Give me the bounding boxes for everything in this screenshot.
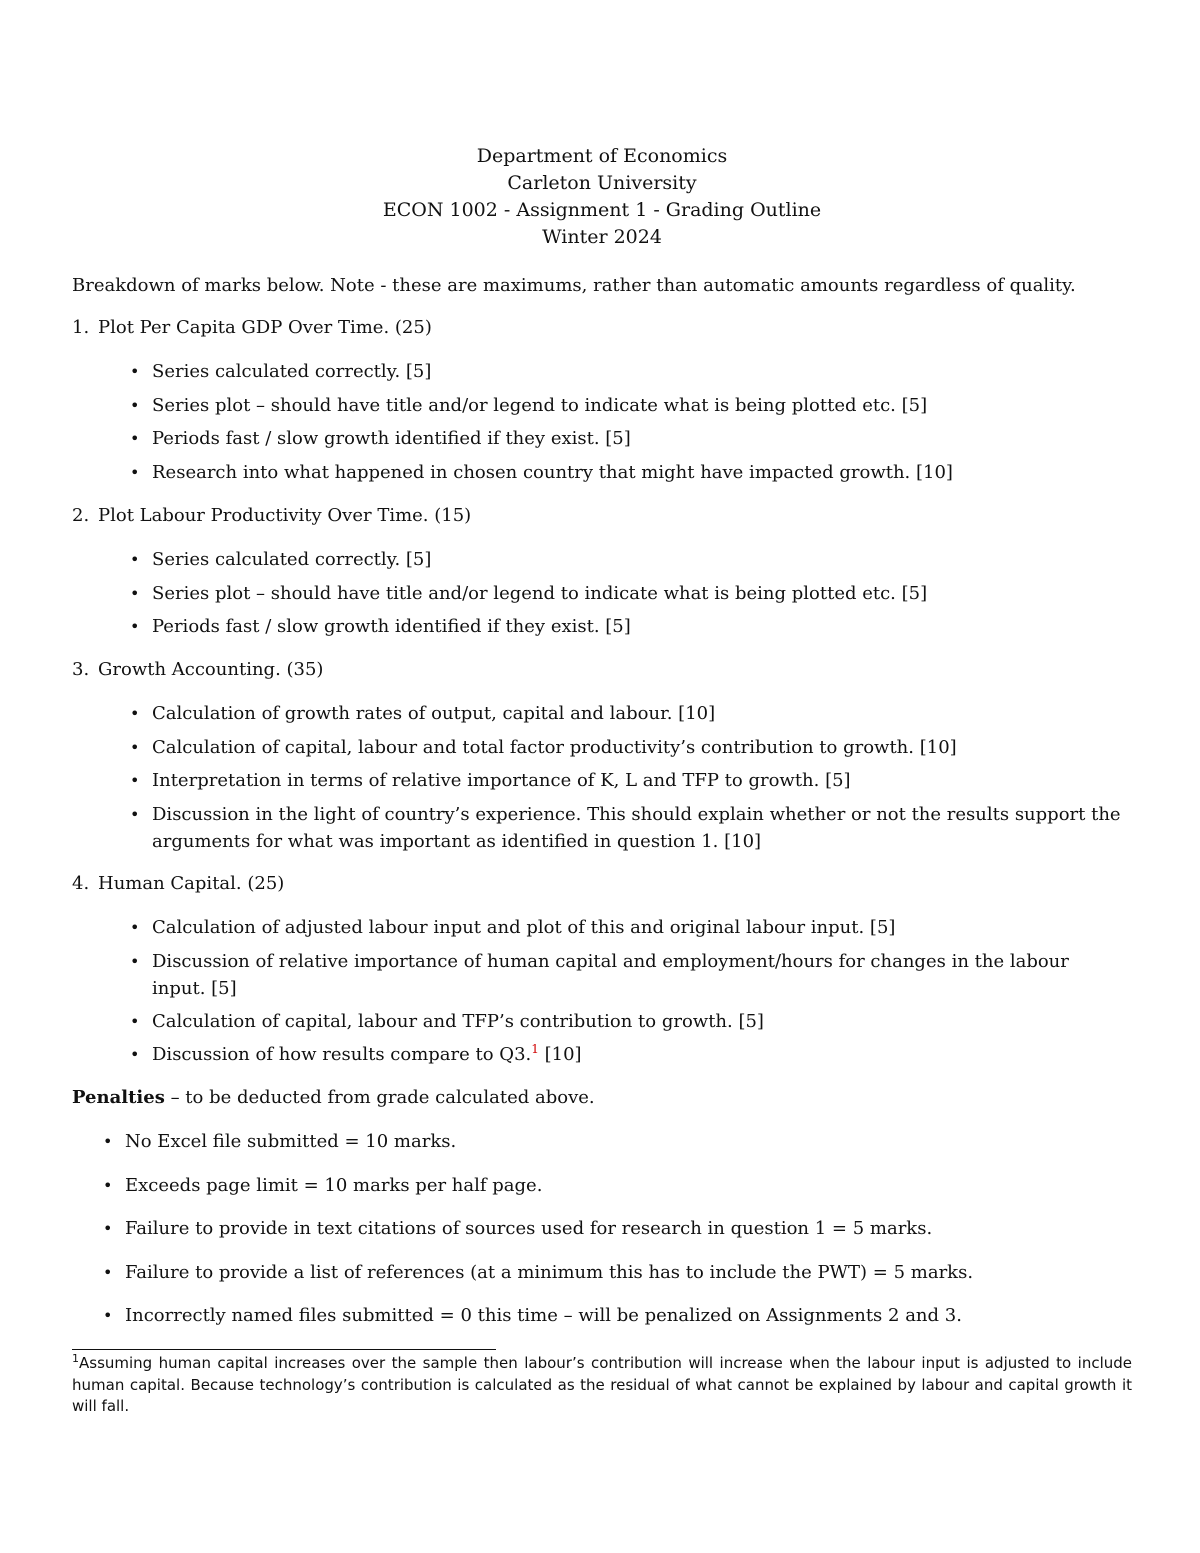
list-item: • Calculation of capital, labour and total factor productivity’s contribution to growth. [10]	[152, 734, 1127, 768]
question-title: 2. Plot Labour Productivity Over Time. (15)	[72, 505, 472, 526]
list-item: • Calculation of capital, labour and TFP’s contribution to growth. [5]	[152, 1008, 1127, 1042]
penalties-list	[125, 1128, 1125, 1346]
question-1-items	[152, 358, 1127, 486]
list-item: • Periods fast / slow growth identified if they exist. [5]	[152, 613, 1127, 640]
question-4-items	[152, 914, 1127, 1068]
penalties-heading	[72, 1087, 595, 1108]
list-item: • Series calculated correctly. [5]	[152, 546, 1127, 580]
footnote-divider	[72, 1349, 496, 1350]
list-item: • Series plot – should have title and/or legend to indicate what is being plotted etc. [5]	[152, 580, 1127, 614]
question-number: 3.	[72, 659, 90, 680]
penalty-item: • Failure to provide a list of references (at a minimum this has to include the PWT) = 5 marks.	[125, 1259, 1125, 1303]
question-title: 3. Growth Accounting. (35)	[72, 659, 324, 680]
penalty-item: • Exceeds page limit = 10 marks per half page.	[125, 1172, 1125, 1216]
footnote-mark: 1	[72, 1352, 79, 1365]
document-header	[72, 143, 1132, 251]
footnote-reference[interactable]: 1	[531, 1042, 539, 1056]
list-item: • Periods fast / slow growth identified if they exist. [5]	[152, 425, 1127, 459]
department-name: Department of Economics	[476, 145, 728, 167]
question-title: 4. Human Capital. (25)	[72, 873, 285, 894]
list-item: • Interpretation in terms of relative importance of K, L and TFP to growth. [5]	[152, 767, 1127, 801]
list-item: • Discussion in the light of country’s experience. This should explain whether or not the results support the arguments for what was important as identified in question 1. [10]	[152, 801, 1127, 855]
footnote-text: Assuming human capital increases over the sample then labour’s contribution will increase when the labour input is adjusted to include human capital. Because technology’s contribution is calculated as the residual of what cannot be explained by labour and capital growth it will fall.	[72, 1354, 1132, 1415]
penalties-label: Penalties	[72, 1087, 165, 1108]
question-number: 4.	[72, 873, 90, 894]
list-item: • Research into what happened in chosen country that might have impacted growth. [10]	[152, 459, 1127, 486]
penalty-item: • Failure to provide in text citations of sources used for research in question 1 = 5 marks.	[125, 1215, 1125, 1259]
question-3-items	[152, 700, 1127, 855]
university-name: Carleton University	[507, 172, 697, 194]
question-number: 2.	[72, 505, 90, 526]
marks: [10]	[544, 1044, 582, 1065]
list-item: • Calculation of growth rates of output, capital and labour. [10]	[152, 700, 1127, 734]
penalty-item: • Incorrectly named files submitted = 0 this time – will be penalized on Assignments 2 and 3.	[125, 1302, 1125, 1346]
intro-text: Breakdown of marks below. Note - these are maximums, rather than automatic amounts regardless of quality.	[72, 275, 1076, 296]
penalty-item: • No Excel file submitted = 10 marks.	[125, 1128, 1125, 1172]
term: Winter 2024	[542, 226, 662, 248]
list-item: • Series plot – should have title and/or legend to indicate what is being plotted etc. [5]	[152, 392, 1127, 426]
list-item: • Discussion of relative importance of human capital and employment/hours for changes in the labour input. [5]	[152, 948, 1127, 1008]
list-item: • Series calculated correctly. [5]	[152, 358, 1127, 392]
list-item: • Calculation of adjusted labour input and plot of this and original labour input. [5]	[152, 914, 1127, 948]
footnote	[72, 1353, 1132, 1418]
penalties-text: – to be deducted from grade calculated above.	[170, 1087, 595, 1108]
question-number: 1.	[72, 317, 90, 338]
list-item: • Discussion of how results compare to Q3.$^1$ [10]	[152, 1041, 1127, 1068]
question-title: 1. Plot Per Capita GDP Over Time. (25)	[72, 317, 432, 338]
document-title: ECON 1002 - Assignment 1 - Grading Outline	[382, 199, 822, 221]
question-2-items	[152, 546, 1127, 640]
